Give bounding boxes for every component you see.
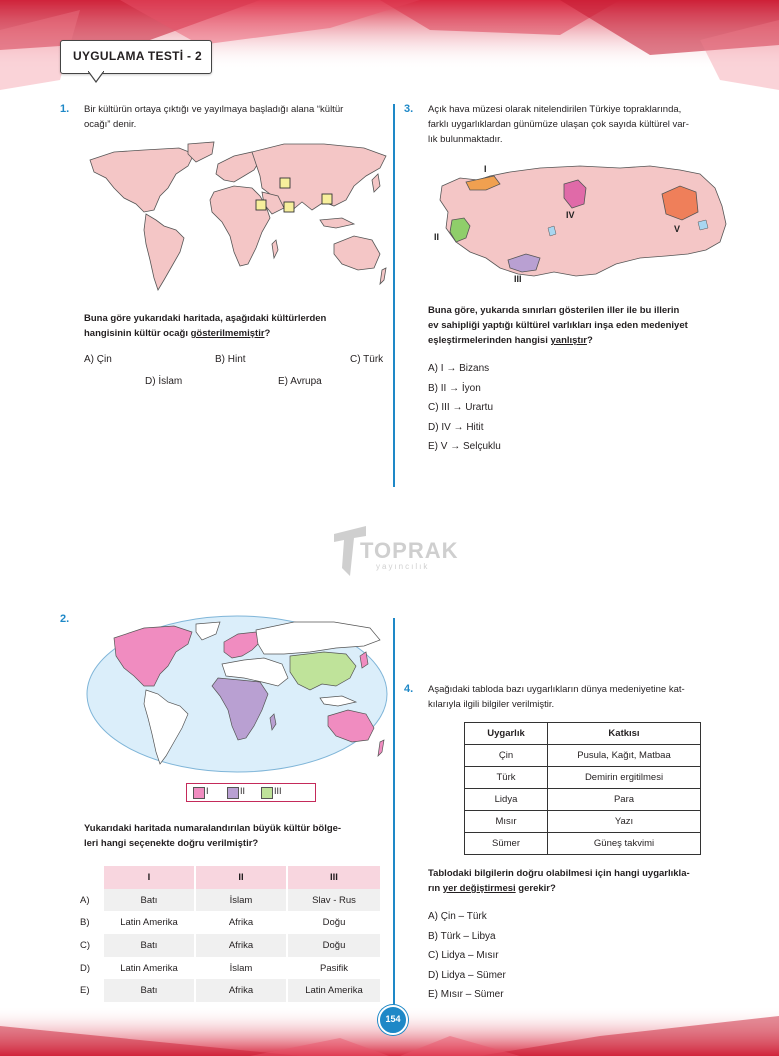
- q3-intro-line: Açık hava müzesi olarak nitelendirilen Türkiye topraklarında,: [428, 104, 682, 115]
- q4-intro-line: Aşağıdaki tabloda bazı uygarlıkların dünya medeniyetine kat-: [428, 684, 685, 695]
- q1-option-e[interactable]: E) Avrupa: [278, 376, 322, 387]
- cell: Latin Amerika: [120, 962, 178, 974]
- q4-question-end: gerekir?: [515, 883, 556, 894]
- table-row: [465, 833, 701, 855]
- q1-intro-line: ocağı” denir.: [84, 119, 137, 130]
- q3-option-d[interactable]: D) IV → Hitit: [428, 421, 484, 433]
- q3-turkey-map: [430, 158, 730, 288]
- legend-swatch-I: [193, 787, 205, 799]
- contribution-cell: Demirin ergitilmesi: [548, 767, 701, 789]
- civilization-cell: Mısır: [465, 811, 548, 833]
- option-label: C): [80, 939, 91, 951]
- q2-number: 2.: [60, 613, 70, 625]
- map-label-III: III: [514, 274, 522, 284]
- q4-option-e[interactable]: E) Mısır – Sümer: [428, 989, 504, 1000]
- cell: Batı: [104, 889, 194, 912]
- q4-intro: [428, 682, 733, 712]
- q4-question-line: Tablodaki bilgilerin doğru olabilmesi için hangi uygarlıkla-: [428, 868, 690, 879]
- cell: Slav - Rus: [288, 889, 380, 912]
- page-number-badge: [378, 1005, 408, 1035]
- q3-question-end: ?: [586, 335, 593, 346]
- q3-number: 3.: [404, 103, 414, 115]
- q4-header-contribution: Katkısı: [548, 723, 701, 745]
- option-label: B): [80, 917, 90, 929]
- watermark-sub: yayıncılık: [376, 562, 430, 571]
- option-label: E): [80, 985, 90, 997]
- cell: Batı: [104, 934, 194, 957]
- legend-swatch-II: [227, 787, 239, 799]
- q3-question-line: ev sahipliği yaptığı kültürel varlıkları inşa eden medeniyet: [428, 320, 688, 331]
- cell: İslam: [229, 962, 253, 974]
- q3-intro-line: farklı uygarlıklardan günümüze ulaşan çok sayıda kültürel var-: [428, 119, 689, 130]
- q3-intro-line: lık bulunmaktadır.: [428, 134, 503, 145]
- q4-intro-line: kılarıyla ilgili bilgiler verilmiştir.: [428, 699, 555, 710]
- test-label-box: [60, 40, 212, 74]
- q3-option-b[interactable]: B) II → İyon: [428, 382, 481, 394]
- cell: İslam: [196, 889, 286, 912]
- q3-question: [428, 303, 733, 348]
- q1-question-underlined: gösterilmemiştir: [190, 328, 265, 339]
- q1-intro: [84, 102, 389, 132]
- q4-question-line: rın: [428, 883, 443, 894]
- q2-legend: [186, 783, 316, 802]
- legend-swatch-III: [261, 787, 273, 799]
- q4-question: [428, 866, 738, 896]
- q3-question-underlined: yanlıştır: [550, 335, 587, 346]
- q1-marker: [284, 202, 294, 212]
- q2-option-d[interactable]: [80, 957, 380, 980]
- q1-question-line: Buna göre yukarıdaki haritada, aşağıdaki kültürlerden: [84, 313, 327, 324]
- q3-option-a[interactable]: A) I → Bizans: [428, 363, 490, 374]
- q2-header-III: III: [288, 866, 380, 889]
- cell: Latin Amerika: [288, 979, 380, 1002]
- cell: Doğu: [322, 917, 346, 929]
- cell: Afrika: [196, 979, 286, 1002]
- column-divider-top: [393, 104, 395, 487]
- q1-number: 1.: [60, 103, 70, 115]
- civilization-cell: Türk: [465, 767, 548, 789]
- cell: Latin Amerika: [120, 917, 178, 929]
- legend-label-II: II: [240, 786, 246, 796]
- table-row: [465, 767, 701, 789]
- q4-header-civilization: Uygarlık: [465, 723, 548, 745]
- q4-table-header: [465, 723, 701, 745]
- q2-world-map: [84, 614, 390, 774]
- q4-number: 4.: [404, 683, 414, 695]
- q2-question-line: Yukarıdaki haritada numaralandırılan büyük kültür bölge-: [84, 823, 342, 834]
- q1-option-a[interactable]: A) Çin: [84, 354, 112, 365]
- map-label-IV: IV: [566, 210, 575, 220]
- map-label-V: V: [674, 224, 681, 234]
- q1-question-line: hangisinin kültür ocağı: [84, 328, 191, 339]
- cell: Afrika: [196, 934, 286, 957]
- q2-option-a[interactable]: [80, 889, 380, 912]
- q3-question-line: eşleştirmelerinden hangisi: [428, 335, 551, 346]
- q1-option-c[interactable]: C) Türk: [350, 354, 384, 365]
- q2-table-header-row: [80, 866, 380, 889]
- q4-question-underlined: yer değiştirmesi: [442, 883, 516, 894]
- q1-question-end: ?: [264, 328, 271, 339]
- q1-question: [84, 311, 389, 341]
- civilization-cell: Çin: [465, 745, 548, 767]
- cell: Afrika: [228, 917, 254, 929]
- q3-options: [428, 359, 501, 457]
- civilization-cell: Lidya: [465, 789, 548, 811]
- q4-option-c[interactable]: C) Lidya – Mısır: [428, 950, 499, 961]
- q3-intro: [428, 102, 733, 147]
- map-label-I: I: [484, 164, 487, 174]
- q1-marker: [322, 194, 332, 204]
- q1-world-map: [84, 140, 390, 300]
- cell: Pasifik: [320, 962, 348, 974]
- q2-header-I: I: [104, 866, 194, 889]
- map-label-II: II: [434, 232, 440, 242]
- test-label-pointer: [88, 71, 104, 83]
- q1-option-b[interactable]: B) Hint: [215, 354, 246, 365]
- contribution-cell: Pusula, Kağıt, Matbaa: [548, 745, 701, 767]
- q3-option-e[interactable]: E) V → Selçuklu: [428, 441, 501, 452]
- q3-question-line: Buna göre, yukarıda sınırları gösterilen iller ile bu illerin: [428, 305, 680, 316]
- contribution-cell: Para: [548, 789, 701, 811]
- q1-option-d[interactable]: D) İslam: [145, 376, 183, 387]
- q2-question: [84, 821, 389, 851]
- q2-header-II: II: [196, 866, 286, 889]
- cell: Doğu: [288, 934, 380, 957]
- legend-label-III: III: [274, 786, 282, 796]
- contribution-cell: Yazı: [548, 811, 701, 833]
- q3-option-c[interactable]: C) III → Urartu: [428, 402, 494, 413]
- column-divider-bottom: [393, 618, 395, 1008]
- option-label: A): [80, 894, 90, 906]
- q2-answer-table: [80, 866, 380, 1002]
- contribution-cell: Güneş takvimi: [548, 833, 701, 855]
- q2-option-c[interactable]: [80, 934, 380, 957]
- watermark-logo: [330, 520, 460, 580]
- q4-option-d[interactable]: D) Lidya – Sümer: [428, 969, 506, 981]
- q2-question-line: leri hangi seçenekte doğru verilmiştir?: [84, 838, 259, 849]
- cell: Batı: [104, 979, 194, 1002]
- q2-option-b[interactable]: [80, 911, 380, 934]
- test-label: UYGULAMA TESTİ - 2: [73, 49, 202, 63]
- q1-intro-line: Bir kültürün ortaya çıktığı ve yayılmaya başladığı alana “kültür: [84, 104, 344, 115]
- q4-options: [428, 907, 506, 1005]
- option-label: D): [80, 962, 91, 974]
- legend-label-I: I: [206, 786, 209, 796]
- civilization-cell: Sümer: [465, 833, 548, 855]
- table-row: [465, 745, 701, 767]
- q4-table: [464, 722, 701, 855]
- q4-option-a[interactable]: A) Çin – Türk: [428, 911, 487, 922]
- q1-marker: [280, 178, 290, 188]
- watermark-brand: TOPRAK: [360, 538, 459, 563]
- q1-marker: [256, 200, 266, 210]
- q4-option-b[interactable]: B) Türk – Libya: [428, 930, 496, 942]
- table-row: [465, 811, 701, 833]
- page-number: 154: [385, 1014, 401, 1024]
- table-row: [465, 789, 701, 811]
